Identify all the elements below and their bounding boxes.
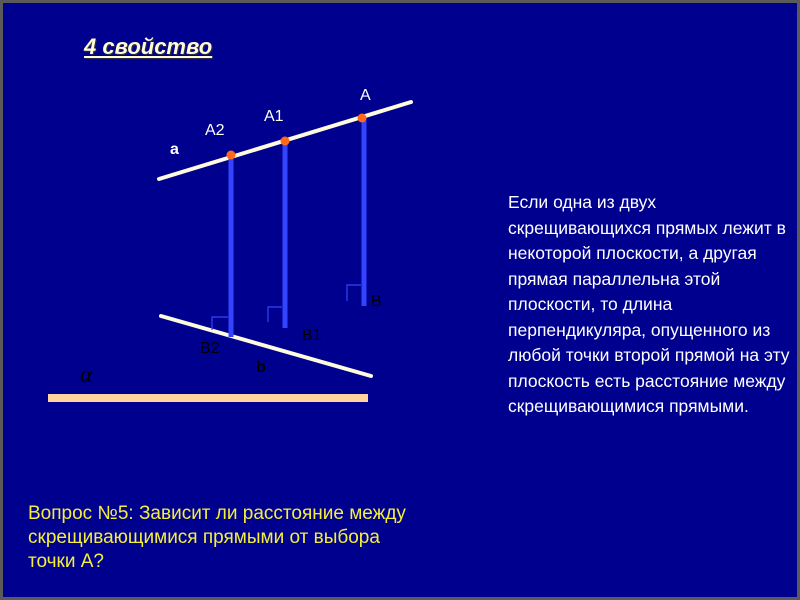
right-angle-mark-B2 xyxy=(212,317,228,330)
label-A1: A1 xyxy=(264,108,284,125)
question-text: Вопрос №5: Зависит ли расстояние между скрещивающимися прямыми от выбора точки А? xyxy=(28,503,406,572)
label-A2: A2 xyxy=(205,122,225,139)
theorem-text: Если одна из двух скрещивающихся прямых лежит в некоторой плоскости, а другая прямая параллельна этой плоскости, то длина перпендикуляра, опущенного из любой точки второй прямой на эту плоскость есть расстояние между скрещивающимися прямыми. xyxy=(508,192,790,416)
point-A xyxy=(358,114,367,123)
plane-alpha xyxy=(48,394,368,402)
right-angle-mark-B xyxy=(347,285,361,301)
point-A1 xyxy=(281,137,290,146)
point-A2 xyxy=(227,151,236,160)
label-B: B xyxy=(371,293,382,310)
label-A: A xyxy=(360,87,371,104)
label-B1: B1 xyxy=(302,327,322,344)
label-B2: B2 xyxy=(200,340,220,357)
label-a: a xyxy=(170,141,179,158)
right-angle-mark-B1 xyxy=(268,307,282,322)
slide-title: 4 свойство xyxy=(84,34,213,59)
line-b xyxy=(161,316,371,376)
label-b: b xyxy=(256,359,266,376)
label-alpha: α xyxy=(80,362,93,388)
